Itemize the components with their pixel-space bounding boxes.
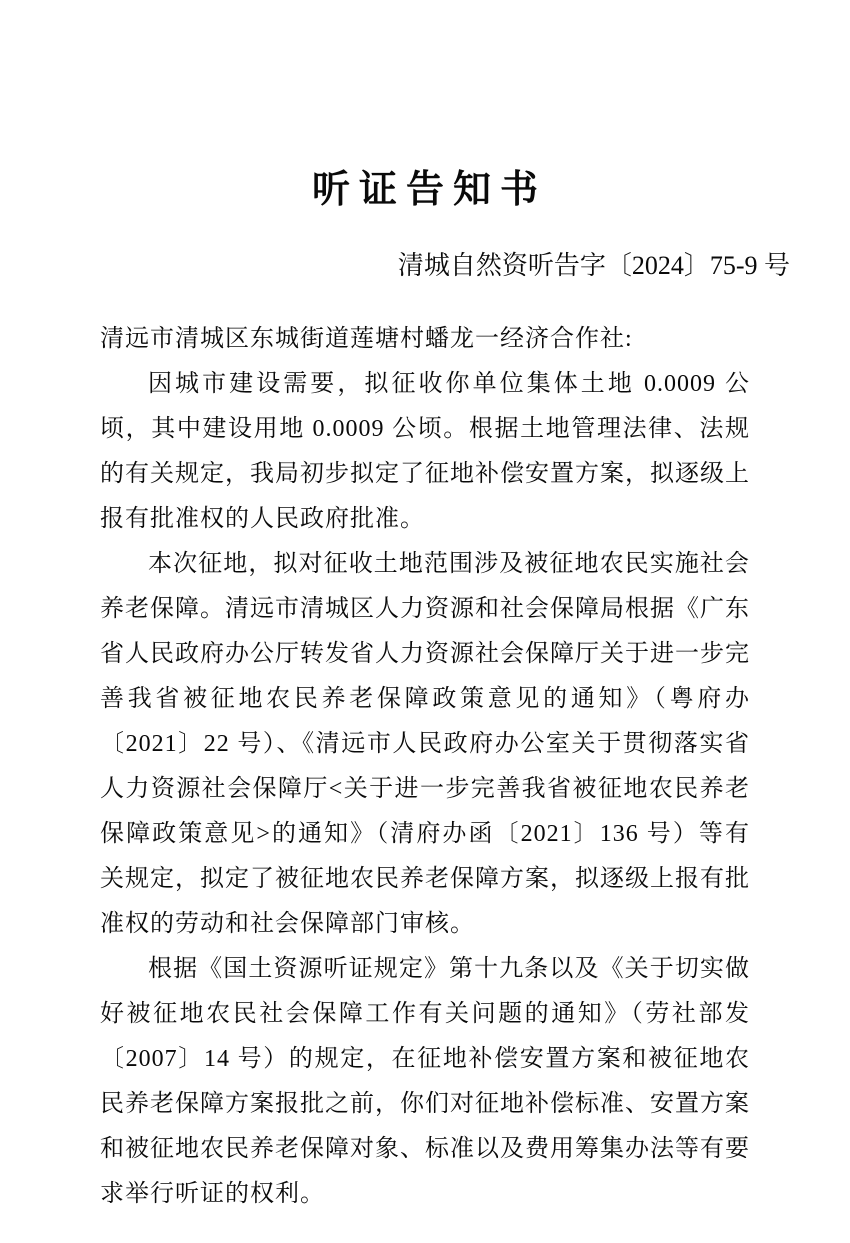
addressee-line: 清远市清城区东城街道莲塘村蟠龙一经济合作社: bbox=[100, 325, 633, 352]
document-number: 清城自然资听告字〔2024〕75-9 号 bbox=[397, 250, 790, 280]
body-paragraph-3: 根据《国土资源听证规定》第十九条以及《关于切实做好被征地农民社会保障工作有关问题的通知》（劳社部发〔2007〕14 号）的规定，在征地补偿安置方案和被征地农民养老保障方案报批之前，你们对征地补偿标准、安置方案和被征地农民养老保障对象、标准以及费用筹集办法等有要求举行听证的权利。 bbox=[100, 955, 750, 1207]
document-title: 听证告知书 bbox=[311, 169, 547, 211]
body-paragraph-2: 本次征地，拟对征收土地范围涉及被征地农民实施社会养老保障。清远市清城区人力资源和社会保障局根据《广东省人民政府办公厅转发省人力资源社会保障厅关于进一步完善我省被征地农民养老保障政策意见的通知》（粤府办〔2021〕22 号）、《清远市人民政府办公室关于贯彻落实省人力资源社会保障厅<关于进一步完善我省被征地农民养老保障政策意见>的通知》（清府办函〔2021〕136 号）等有关规定，拟定了被征地农民养老保障方案，拟逐级上报有批准权的劳动和社会保障部门审核。 bbox=[100, 550, 750, 937]
body-paragraph-1: 因城市建设需要，拟征收你单位集体土地 0.0009 公顷，其中建设用地 0.0009 公顷。根据土地管理法律、法规的有关规定，我局初步拟定了征地补偿安置方案，拟逐级上报有批准权的人民政府批准。 bbox=[100, 370, 750, 532]
